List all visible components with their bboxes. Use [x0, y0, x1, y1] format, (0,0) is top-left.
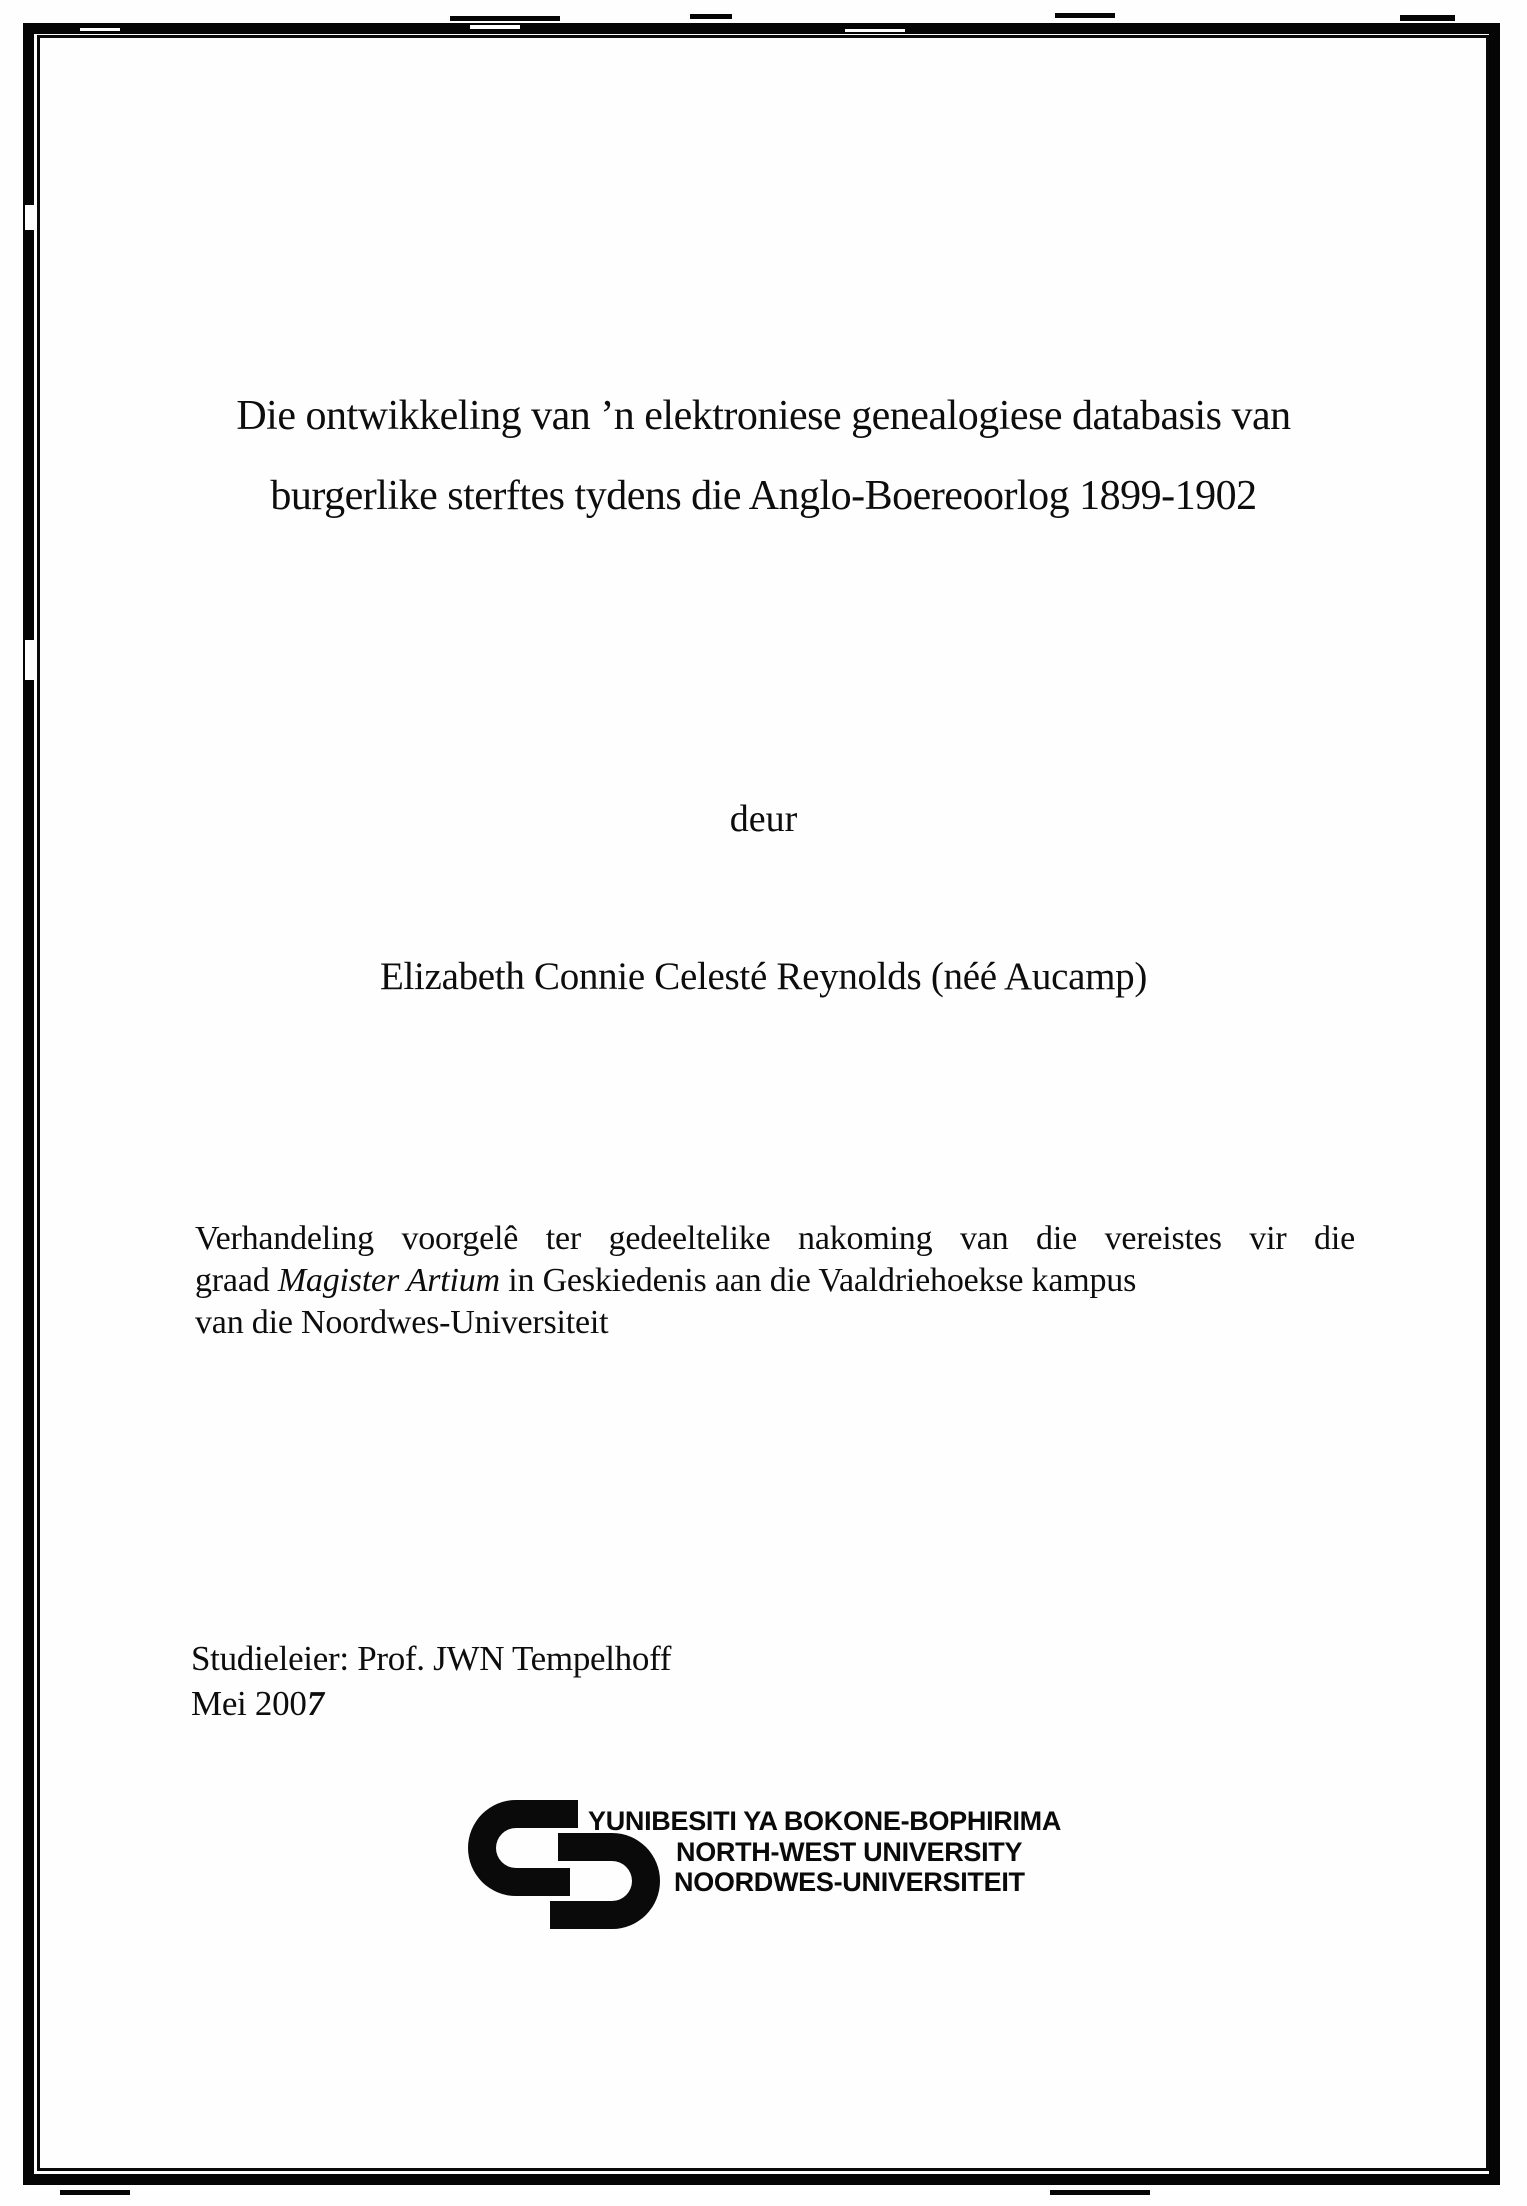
degree-statement-line-2 — [195, 1260, 1355, 1302]
logo-text-afrikaans: NOORDWES-UNIVERSITEIT — [674, 1867, 1025, 1897]
byline-deur: deur — [729, 798, 798, 840]
degree-statement-line-2-post: in Geskiedenis aan die Vaaldriehoekse kampus — [499, 1262, 1137, 1299]
scan-speck — [450, 16, 560, 21]
scan-speck — [1400, 15, 1455, 21]
degree-name-italic: Magister Artium — [277, 1262, 500, 1299]
thesis-title-line-2: burgerlike sterftes tydens die Anglo-Boereoorlog 1899-1902 — [270, 473, 1257, 519]
degree-statement-line-2-pre: graad — [195, 1262, 278, 1299]
scan-notch — [25, 640, 34, 680]
date-year-digit: 7 — [303, 1684, 327, 1723]
nwu-logo — [468, 1796, 1128, 1941]
scan-speck — [1055, 13, 1115, 18]
logo-text-setswana: YUNIBESITI YA BOKONE-BOPHIRIMA — [588, 1806, 1062, 1836]
thesis-title — [60, 376, 1467, 536]
scan-notch — [470, 25, 520, 29]
scan-notch — [845, 29, 905, 32]
scan-speck — [690, 14, 732, 19]
scan-notch — [25, 205, 35, 230]
date-line — [191, 1681, 671, 1726]
date-prefix: Mei 200 — [191, 1684, 307, 1723]
scan-speck — [1050, 2190, 1150, 2195]
supervisor-block — [191, 1636, 671, 1726]
author-name: Elizabeth Connie Celesté Reynolds (néé Aucamp) — [379, 955, 1148, 998]
degree-statement-line-3: van die Noordwes-Universiteit — [195, 1304, 609, 1341]
degree-statement-line-1: Verhandeling voorgelê ter gedeeltelike nakoming van die vereistes vir die — [195, 1220, 1355, 1257]
degree-statement — [195, 1218, 1355, 1344]
logo-text-english: NORTH-WEST UNIVERSITY — [676, 1837, 1023, 1867]
scan-speck — [60, 2190, 130, 2195]
supervisor-line: Studieleier: Prof. JWN Tempelhoff — [191, 1639, 672, 1678]
thesis-title-line-1: Die ontwikkeling van ’n elektroniese genealogiese databasis van — [236, 393, 1291, 439]
scan-notch — [80, 28, 120, 31]
